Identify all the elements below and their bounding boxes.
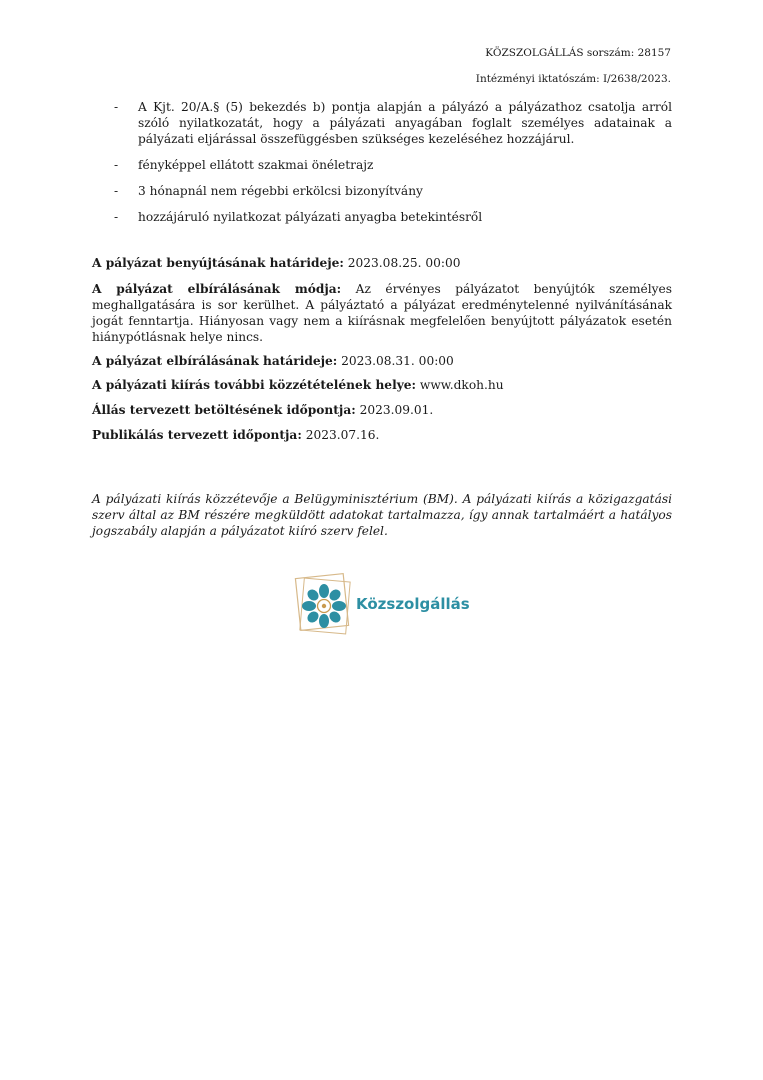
list-dash: -	[114, 184, 119, 198]
field-label: A pályázat benyújtásának határideje:	[92, 256, 344, 270]
field-label: Publikálás tervezett időpontja:	[92, 428, 302, 442]
kozszolgallas-logo	[292, 572, 482, 638]
logo-emblem-icon	[292, 572, 356, 638]
list-item	[92, 209, 672, 225]
list-item-text: A Kjt. 20/A.§ (5) bekezdés b) pontja alapján a pályázó a pályázathoz csatolja arról szóló nyilatkozatát, hogy a pályázati anyagában foglalt személyes adatainak a pályázati eljárással összefüggésben szükséges kezeléséhez hozzájárul.	[138, 100, 672, 146]
institutional-filing-number: Intézményi iktatószám: I/2638/2023.	[475, 73, 671, 85]
field-value: 2023.07.16.	[301, 428, 380, 442]
evaluation-deadline	[92, 353, 672, 369]
list-item-text: fényképpel ellátott szakmai önéletrajz	[138, 158, 374, 172]
list-dash: -	[114, 210, 119, 224]
list-item	[92, 183, 672, 199]
field-label: A pályázat elbírálásának módja:	[92, 282, 342, 296]
evaluation-method	[92, 281, 672, 345]
field-value: 2023.08.31. 00:00	[337, 354, 454, 368]
field-label: A pályázat elbírálásának határideje:	[92, 354, 338, 368]
list-item	[92, 157, 672, 173]
field-label: A pályázati kiírás további közzétételének helye:	[92, 378, 417, 392]
field-value: 2023.09.01.	[355, 403, 434, 417]
planned-start-date	[92, 402, 672, 418]
field-value: www.dkoh.hu	[416, 378, 504, 392]
planned-publish-date	[92, 427, 672, 443]
publication-place	[92, 377, 672, 393]
logo-text: Közszolgállás	[356, 595, 470, 613]
publisher-note: A pályázati kiírás közzétevője a Belügyminisztérium (BM). A pályázati kiírás a közigazgatási szerv által az BM részére megküldött adatokat tartalmazza, így annak tartalmáért a hatályos jogszabály alapján a pályázatot kiíró szerv felel.	[92, 492, 672, 538]
list-item-text: hozzájáruló nyilatkozat pályázati anyagba betekintésről	[138, 210, 483, 224]
field-value: 2023.08.25. 00:00	[343, 256, 461, 270]
required-documents-list	[92, 99, 672, 235]
submission-deadline	[92, 255, 672, 271]
list-item	[92, 99, 672, 147]
field-label: Állás tervezett betöltésének időpontja:	[92, 403, 356, 417]
field-value: Az érvényes pályázatot benyújtók személyes meghallgatására is sor kerülhet. A pályáztató a pályázat eredménytelenné nyilvánításának jogát fenntartja. Hiányosan vagy nem a kiírásnak megfelelően benyújtott pályázatok esetén hiánypótlásnak helye nincs.	[92, 282, 672, 344]
registry-number: KÖZSZOLGÁLLÁS sorszám: 28157	[485, 47, 671, 59]
list-dash: -	[114, 158, 119, 172]
list-item-text: 3 hónapnál nem régebbi erkölcsi bizonyítvány	[138, 184, 423, 198]
list-dash: -	[114, 100, 119, 114]
